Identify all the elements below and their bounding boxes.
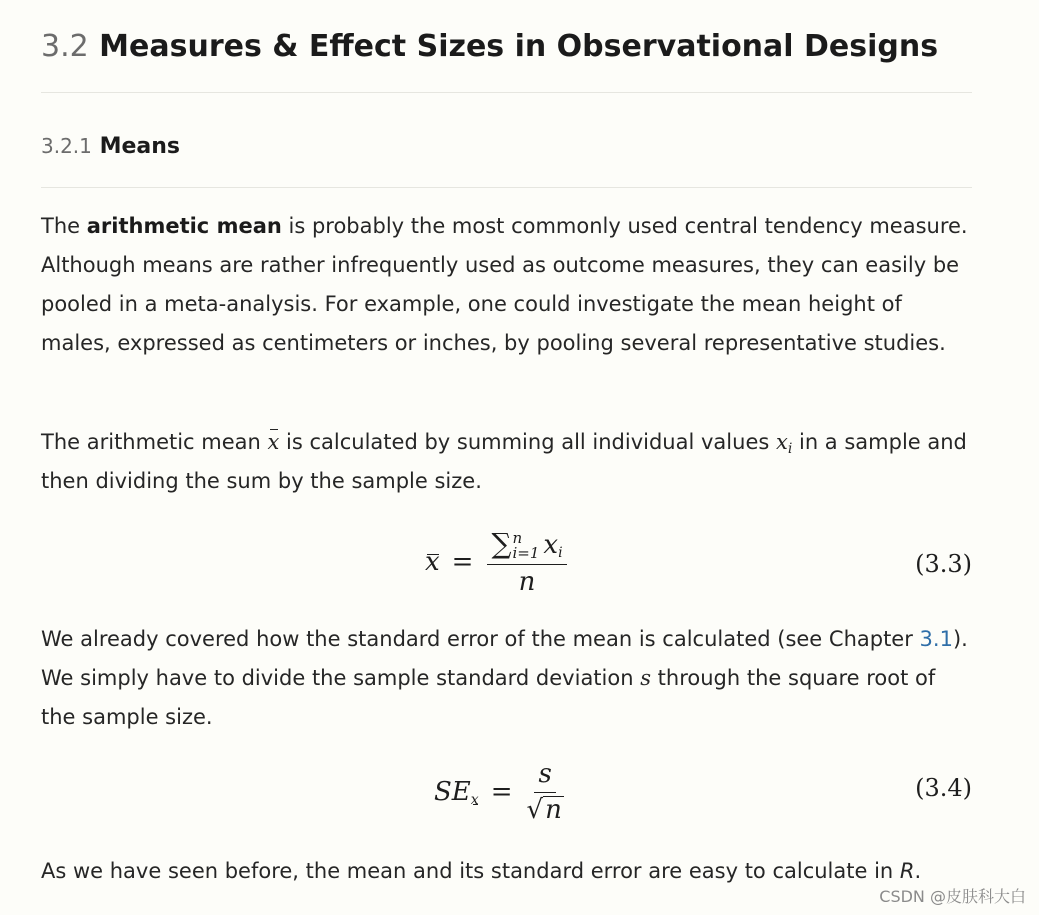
equation-se-fraction (527, 759, 564, 825)
value-symbol: $x_i$ (775, 430, 793, 457)
section-heading (41, 28, 938, 66)
term-arithmetic-mean: arithmetic mean (86, 214, 282, 238)
csdn-watermark: CSDN @皮肤科大白 (879, 887, 1026, 906)
sum-limits (512, 531, 539, 561)
equation-mean-fraction (487, 527, 566, 597)
equation-se-lhs: $SE_x$ (434, 777, 479, 808)
equation-mean (41, 522, 972, 602)
paragraph1-rest: is probably the most commonly used central tendency measure. Although means are rather infrequently used as outcome measures, they can easily be pooled in a meta-analysis. For example, one could investigate the mean height of males, expressed as centimeters or inches, by pooling several representative studies. (41, 214, 968, 355)
section-divider (41, 92, 972, 93)
equation-mean-lhs: x (425, 547, 440, 577)
subsection-heading (41, 131, 180, 162)
sum-symbol: ∑ (491, 527, 512, 560)
r-language: R (899, 859, 915, 883)
paragraph2-part2: is calculated by summing all individual values (279, 430, 776, 454)
equation-number-3-3: (3.3) (915, 550, 972, 578)
square-root (527, 796, 564, 823)
paragraph2-part1: The arithmetic mean (41, 430, 268, 454)
subsection-number: 3.2.1 (41, 134, 92, 158)
paragraph3-part2: ). We simply have to divide the sample standard deviation (41, 627, 968, 690)
equation-se-numerator: s (534, 759, 555, 793)
sd-symbol: s (640, 666, 651, 690)
subsection-divider (41, 187, 972, 188)
paragraph4-text: As we have seen before, the mean and its standard error are easy to calculate in (41, 859, 900, 883)
mean-symbol: x (268, 423, 280, 462)
paragraph4-end: . (914, 859, 922, 883)
equation-mean-equals: = (451, 547, 474, 577)
equation-se-body (434, 756, 566, 828)
equation-se-denominator (527, 793, 564, 825)
sum-upper-limit: n (512, 529, 523, 547)
radical-sign: √ (526, 795, 544, 825)
paragraph-arithmetic-mean (41, 207, 976, 363)
paragraph-standard-error (41, 620, 976, 737)
equation-mean-summand: $x_i$ (543, 530, 563, 561)
equation-se-equals: = (490, 777, 513, 807)
paragraph1-prefix: The (41, 214, 87, 238)
section-number: 3.2 (41, 29, 89, 64)
paragraph3-part3: through the square root of the sample size. (41, 666, 936, 729)
radicand: n (545, 795, 562, 825)
equation-mean-denominator: n (518, 567, 536, 597)
chapter-3-1-link[interactable]: 3.1 (919, 627, 953, 651)
subsection-title-text: Means (99, 134, 180, 159)
equation-mean-body (425, 524, 569, 600)
paragraph2-part3: in a sample and then dividing the sum by the sample size. (41, 430, 967, 493)
paragraph-r-calculation (41, 852, 976, 891)
sum-lower-limit: i=1 (512, 544, 540, 562)
paragraph3-part1: We already covered how the standard error of the mean is calculated (see Chapter (41, 627, 920, 651)
section-title-text: Measures & Effect Sizes in Observational Designs (99, 29, 939, 64)
equation-number-3-4: (3.4) (915, 774, 972, 802)
equation-standard-error (41, 752, 972, 832)
equation-mean-numerator (487, 527, 566, 565)
paragraph-mean-definition (41, 423, 976, 501)
